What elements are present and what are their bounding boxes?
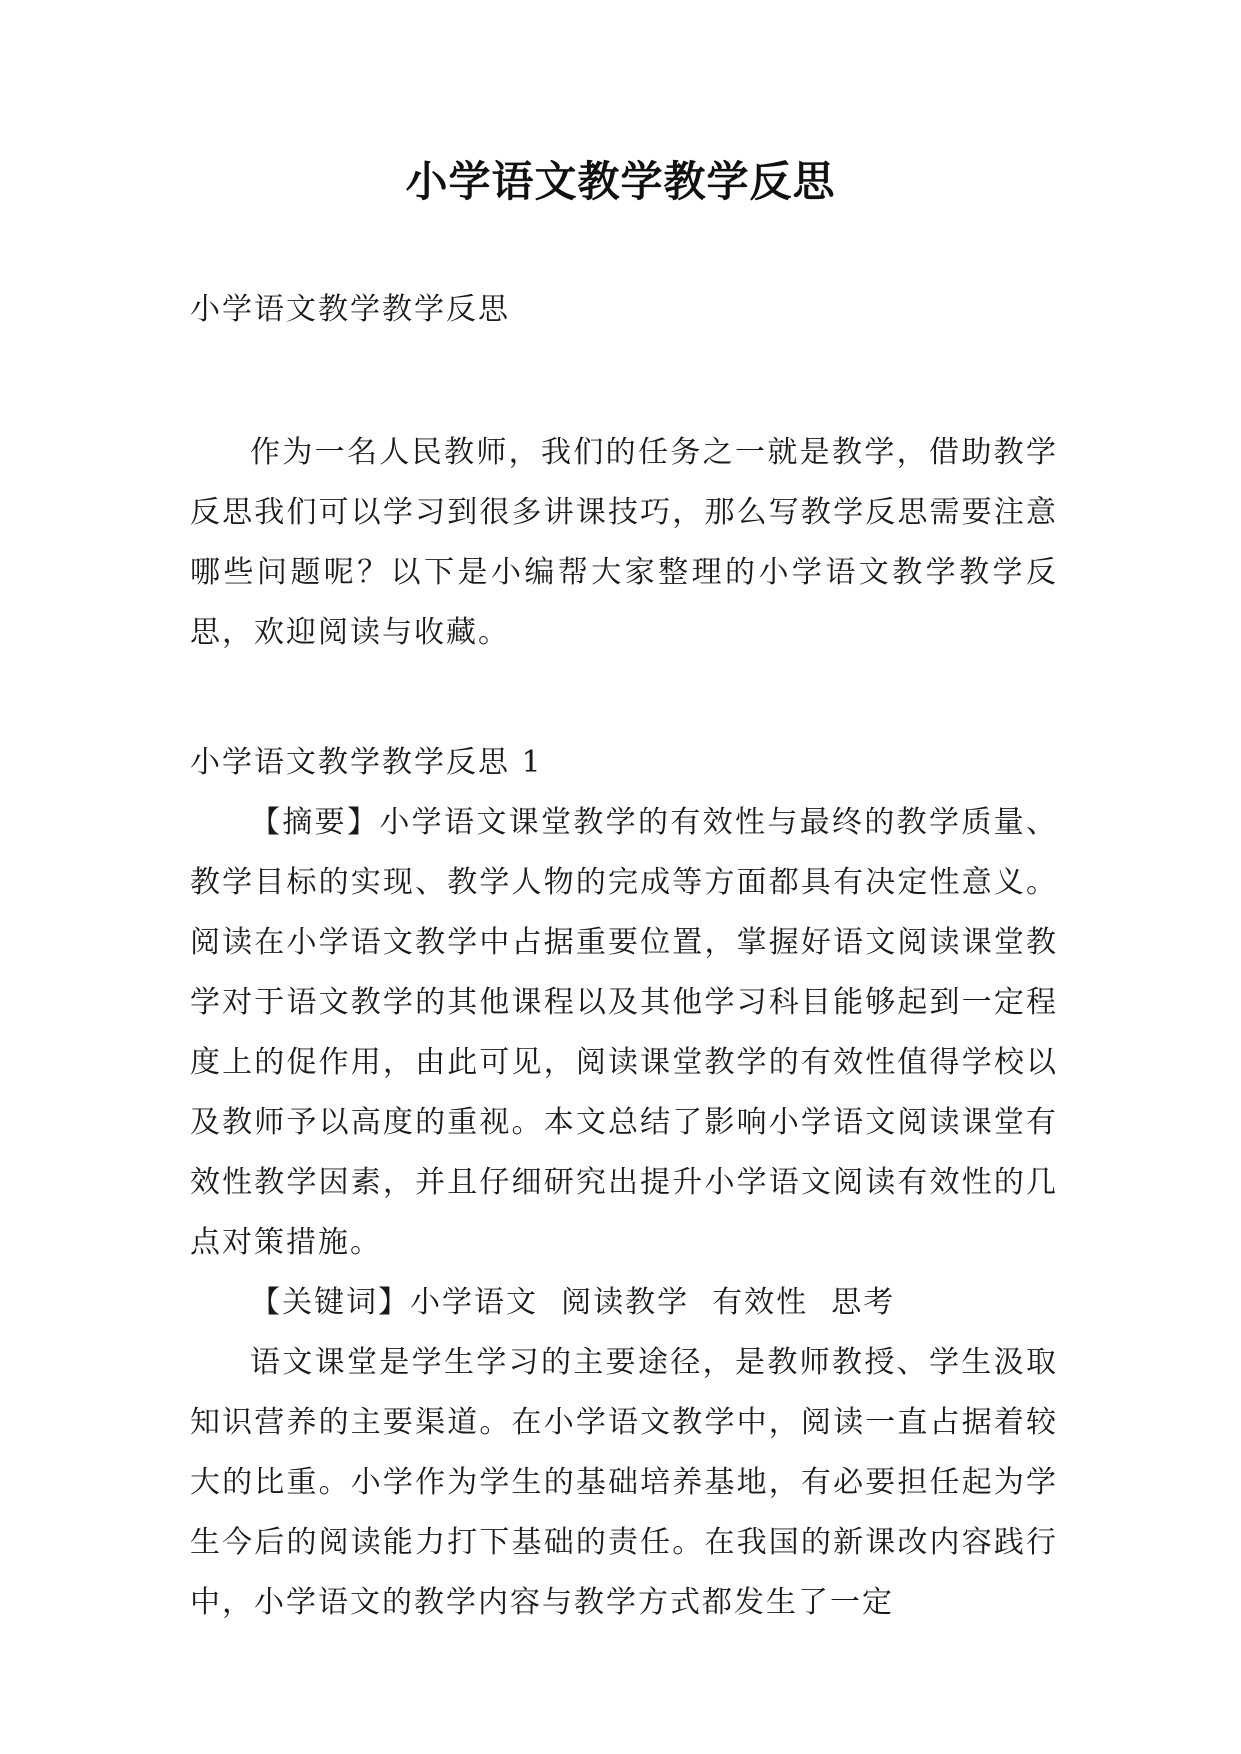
body-paragraph: 语文课堂是学生学习的主要途径，是教师教授、学生汲取知识营养的主要渠道。在小学语文教学中，阅读一直占据着较大的比重。小学作为学生的基础培养基地，有必要担任起为学生今后的阅读能力打下基础的责任。在我国的新课改内容践行中，小学语文的教学内容与教学方式都发生了一定 bbox=[190, 1345, 1058, 1620]
document-body bbox=[190, 290, 1058, 1633]
document-title: 小学语文教学教学反思 bbox=[405, 157, 836, 206]
intro-paragraph: 作为一名人民教师，我们的任务之一就是教学，借助教学反思我们可以学习到很多讲课技巧，那么写教学反思需要注意哪些问题呢？以下是小编帮大家整理的小学语文教学教学反思，欢迎阅读与收藏。 bbox=[190, 435, 1058, 650]
section-heading: 小学语文教学教学反思 1 bbox=[190, 745, 543, 780]
keywords-paragraph: 【关键词】小学语文 阅读教学 有效性 思考 bbox=[250, 1285, 896, 1320]
document-subtitle: 小学语文教学教学反思 bbox=[190, 292, 510, 327]
abstract-paragraph: 【摘要】小学语文课堂教学的有效性与最终的教学质量、教学目标的实现、教学人物的完成等方面都具有决定性意义。阅读在小学语文教学中占据重要位置，掌握好语文阅读课堂教学对于语文教学的其他课程以及其他学习科目能够起到一定程度上的促作用，由此可见，阅读课堂教学的有效性值得学校以及教师予以高度的重视。本文总结了影响小学语文阅读课堂有效性教学因素，并且仔细研究出提升小学语文阅读有效性的几点对策措施。 bbox=[190, 805, 1058, 1260]
